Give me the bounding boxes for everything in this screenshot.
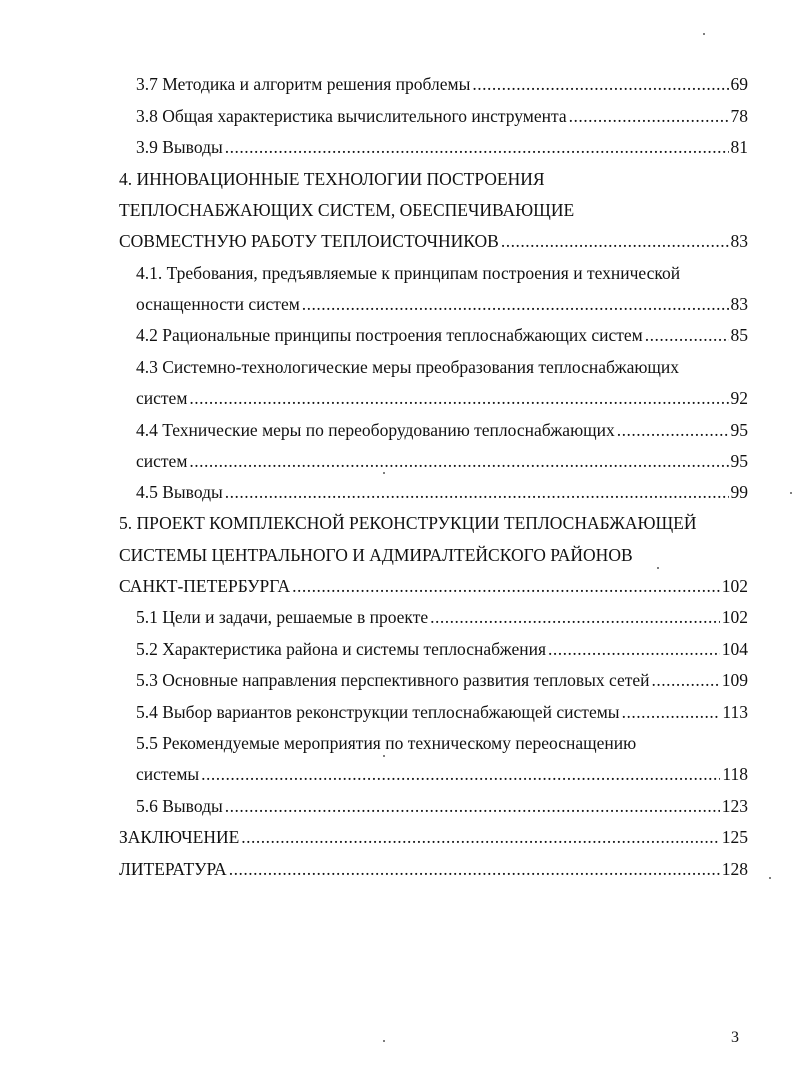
toc-page: 85 <box>730 325 748 345</box>
toc-page: 83 <box>730 231 748 251</box>
toc-page: 128 <box>721 859 748 879</box>
toc-label: 3.7 Методика и алгоритм решения проблемы <box>136 74 471 94</box>
toc-chapter-4-line1: 4. ИННОВАЦИОННЫЕ ТЕХНОЛОГИИ ПОСТРОЕНИЯ <box>119 169 545 189</box>
toc-entry-4-1-line1: 4.1. Требования, предъявляемые к принципам построения и технической <box>136 263 681 283</box>
scan-speck <box>383 1040 385 1042</box>
toc-page: 78 <box>730 106 748 126</box>
toc-leader <box>622 701 721 723</box>
toc-page: 83 <box>730 294 748 314</box>
toc-entry-4-3 <box>136 387 748 409</box>
toc-entry-5-5 <box>136 763 748 785</box>
toc-leader <box>302 293 729 315</box>
toc-leader <box>229 858 720 880</box>
toc-leader <box>225 481 729 503</box>
toc-page: 95 <box>730 420 748 440</box>
toc-label: 4.4 Технические меры по переоборудованию теплоснабжающих <box>136 420 615 440</box>
toc-label: 5.4 Выбор вариантов реконструкции теплоснабжающей системы <box>136 702 620 722</box>
scan-speck <box>769 877 771 879</box>
toc-entry-4-1 <box>136 293 748 315</box>
toc-leader <box>189 450 728 472</box>
toc-entry-3-9 <box>136 136 748 158</box>
toc-page: 104 <box>721 639 748 659</box>
toc-label: СОВМЕСТНУЮ РАБОТУ ТЕПЛОИСТОЧНИКОВ <box>119 231 499 251</box>
toc-chapter-5 <box>119 575 748 597</box>
toc-label: оснащенности систем <box>136 294 300 314</box>
toc-entry-5-5-line1: 5.5 Рекомендуемые мероприятия по техническому переоснащению <box>136 733 637 753</box>
toc-leader <box>241 826 719 848</box>
toc-label: 3.8 Общая характеристика вычислительного инструмента <box>136 106 567 126</box>
toc-page: 102 <box>721 607 748 627</box>
toc-label: 5.6 Выводы <box>136 796 223 816</box>
toc-leader <box>201 763 720 785</box>
toc-entry-conclusion <box>119 826 748 848</box>
toc-leader <box>652 669 720 691</box>
toc-leader <box>292 575 720 597</box>
toc-leader <box>430 606 720 628</box>
toc-page: 109 <box>721 670 748 690</box>
toc-label: 4.5 Выводы <box>136 482 223 502</box>
toc-page: 81 <box>730 137 748 157</box>
toc-leader <box>472 73 728 95</box>
toc-entry-5-4 <box>136 701 748 723</box>
toc-entry-3-7 <box>136 73 748 95</box>
scan-speck <box>657 567 659 569</box>
scan-speck <box>790 492 792 494</box>
toc-label: САНКТ-ПЕТЕРБУРГА <box>119 576 291 596</box>
toc-leader <box>617 419 729 441</box>
toc-entry-3-8 <box>136 105 748 127</box>
toc-entry-5-2 <box>136 638 748 660</box>
toc-page: 69 <box>730 74 748 94</box>
toc-entry-5-3 <box>136 669 748 691</box>
page-number: 3 <box>731 1029 739 1046</box>
toc-label: ЛИТЕРАТУРА <box>119 859 227 879</box>
toc-page: 113 <box>722 702 748 722</box>
scan-speck <box>383 472 385 474</box>
scan-speck <box>703 33 705 35</box>
toc-entry-5-1 <box>136 606 748 628</box>
toc-entry-4-3-line1: 4.3 Системно-технологические меры преобразования теплоснабжающих <box>136 357 679 377</box>
toc-page: 102 <box>721 576 748 596</box>
toc-chapter-5-line1: 5. ПРОЕКТ КОМПЛЕКСНОЙ РЕКОНСТРУКЦИИ ТЕПЛОСНАБЖАЮЩЕЙ <box>119 513 697 533</box>
toc-label: 3.9 Выводы <box>136 137 223 157</box>
toc-chapter-4 <box>119 230 748 252</box>
toc-entry-4-5 <box>136 481 748 503</box>
toc-label: систем <box>136 388 188 408</box>
toc-label: системы <box>136 764 200 784</box>
toc-label: 5.1 Цели и задачи, решаемые в проекте <box>136 607 429 627</box>
toc-label: систем <box>136 451 188 471</box>
toc-label: 5.2 Характеристика района и системы теплоснабжения <box>136 639 547 659</box>
toc-page: 118 <box>722 764 748 784</box>
toc-label: 5.3 Основные направления перспективного развития тепловых сетей <box>136 670 650 690</box>
toc-leader <box>548 638 720 660</box>
toc-leader <box>569 105 729 127</box>
toc-page: 92 <box>730 388 748 408</box>
toc-leader <box>225 136 729 158</box>
toc-entry-4-4-cont <box>136 450 748 472</box>
toc-page: 99 <box>730 482 748 502</box>
toc-entry-4-4 <box>136 419 748 441</box>
toc-chapter-5-line2: СИСТЕМЫ ЦЕНТРАЛЬНОГО И АДМИРАЛТЕЙСКОГО РАЙОНОВ <box>119 545 633 565</box>
toc-label: 4.2 Рациональные принципы построения теплоснабжающих систем <box>136 325 643 345</box>
toc-page: 123 <box>721 796 748 816</box>
toc-entry-literature <box>119 858 748 880</box>
toc-entry-5-6 <box>136 795 748 817</box>
toc-leader <box>645 324 729 346</box>
toc-page: 95 <box>730 451 748 471</box>
toc-entry-4-2 <box>136 324 748 346</box>
toc-page: 125 <box>721 827 748 847</box>
toc-chapter-4-line2: ТЕПЛОСНАБЖАЮЩИХ СИСТЕМ, ОБЕСПЕЧИВАЮЩИЕ <box>119 200 575 220</box>
toc-leader <box>501 230 729 252</box>
toc-label: ЗАКЛЮЧЕНИЕ <box>119 827 240 847</box>
toc-leader <box>225 795 720 817</box>
toc-leader <box>189 387 728 409</box>
scan-speck <box>383 755 385 757</box>
